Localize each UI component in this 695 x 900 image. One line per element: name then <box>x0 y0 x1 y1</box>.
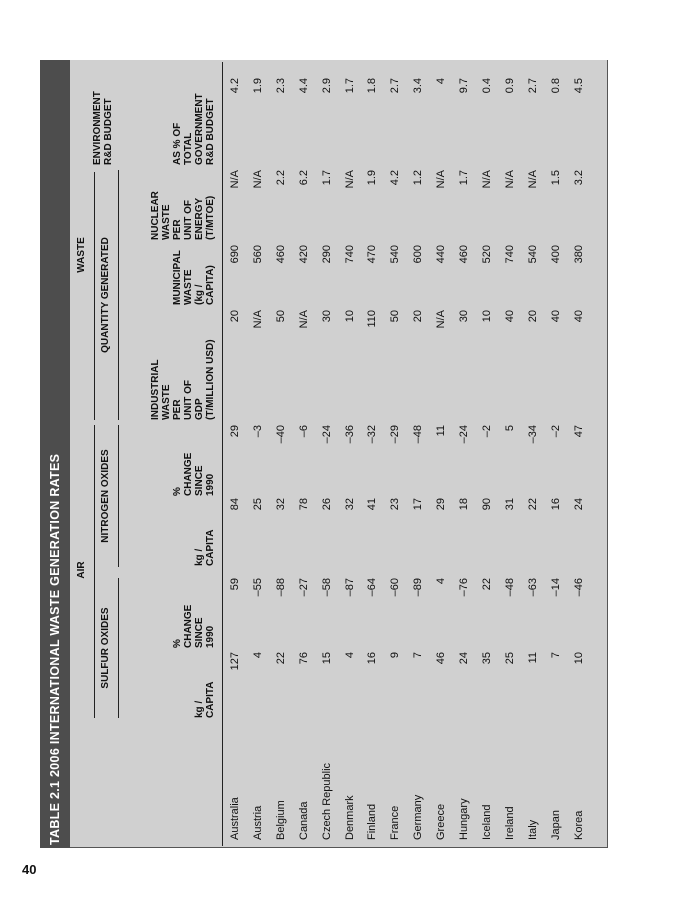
row-value: –24 <box>458 425 470 444</box>
row-country: Czech Republic <box>320 762 333 840</box>
row-value: –34 <box>526 425 539 444</box>
column-header-7: AS % OF TOTAL GOVERNMENT R&D BUDGET <box>172 93 216 165</box>
row-value: 10 <box>480 310 493 323</box>
row-value: N/A <box>251 310 264 329</box>
row-value: N/A <box>251 170 264 189</box>
row-country: Belgium <box>274 800 287 840</box>
row-value: 24 <box>572 498 585 511</box>
row-value: 32 <box>343 498 356 511</box>
row-value: 4 <box>343 652 356 659</box>
row-value: –48 <box>503 578 516 597</box>
row-value: 32 <box>274 498 287 511</box>
row-value: –36 <box>343 425 356 444</box>
row-value: –2 <box>480 425 493 438</box>
row-value: 0.9 <box>503 78 516 94</box>
row-value: 290 <box>320 245 333 264</box>
row-value: –29 <box>389 425 402 444</box>
row-value: 127 <box>229 652 241 671</box>
row-value: 400 <box>549 245 562 264</box>
row-value: 380 <box>572 245 585 264</box>
row-value: 440 <box>435 245 448 264</box>
row-value: 2.3 <box>274 78 287 94</box>
row-value: 740 <box>503 245 516 264</box>
row-value: 90 <box>480 498 493 511</box>
row-value: 25 <box>251 498 264 511</box>
row-value: 1.7 <box>343 78 356 94</box>
row-value: N/A <box>297 310 310 329</box>
row-country: Finland <box>366 803 379 840</box>
row-value: 25 <box>503 652 516 665</box>
row-value: 24 <box>458 652 470 665</box>
row-value: 40 <box>503 310 516 323</box>
row-value: 4 <box>435 578 448 585</box>
row-value: 4.5 <box>572 78 585 94</box>
row-value: 29 <box>435 498 448 511</box>
row-value: 5 <box>503 425 516 432</box>
row-value: 26 <box>320 498 333 511</box>
row-value: 10 <box>343 310 356 323</box>
row-value: 29 <box>229 425 241 438</box>
row-value: 690 <box>229 245 241 264</box>
row-value: –64 <box>366 578 379 597</box>
column-header-5: MUNICIPAL WASTE (kg / CAPITA) <box>172 250 216 305</box>
group-header-nitrogen-oxides: NITROGEN OXIDES <box>100 449 111 543</box>
row-value: 46 <box>435 652 448 665</box>
row-country: Denmark <box>343 795 356 840</box>
row-value: 1.9 <box>366 170 379 186</box>
column-header-6: NUCLEAR WASTE PER UNIT OF ENERGY (T/MTOE) <box>150 191 216 240</box>
row-value: 78 <box>297 498 310 511</box>
row-country: Hungary <box>458 798 470 840</box>
row-value: –60 <box>389 578 402 597</box>
column-header-0: kg / CAPITA <box>194 681 216 718</box>
row-value: 41 <box>366 498 379 511</box>
row-value: –46 <box>572 578 585 597</box>
sulfur-group-rule <box>118 578 119 718</box>
row-value: –2 <box>549 425 562 438</box>
row-value: 7 <box>412 652 425 659</box>
row-value: 4 <box>435 78 448 85</box>
row-value: 560 <box>251 245 264 264</box>
row-value: 2.7 <box>526 78 539 94</box>
row-value: 0.8 <box>549 78 562 94</box>
row-value: 22 <box>526 498 539 511</box>
row-value: 30 <box>320 310 333 323</box>
row-value: –63 <box>526 578 539 597</box>
row-value: –27 <box>297 578 310 597</box>
row-value: –14 <box>549 578 562 597</box>
row-value: –24 <box>320 425 333 444</box>
row-value: 4.2 <box>229 78 241 94</box>
row-value: 20 <box>412 310 425 323</box>
row-value: 18 <box>458 498 470 511</box>
row-value: 110 <box>366 310 379 328</box>
table-title: TABLE 2.1 2006 INTERNATIONAL WASTE GENERATION RATES <box>48 453 62 845</box>
group-header-environment: ENVIRONMENT R&D BUDGET <box>92 91 114 165</box>
row-value: 22 <box>274 652 287 665</box>
row-value: 4.4 <box>297 78 310 94</box>
row-country: Italy <box>526 819 539 840</box>
row-value: 520 <box>480 245 493 264</box>
row-value: –87 <box>343 578 356 597</box>
row-value: –55 <box>251 578 264 597</box>
header-rule <box>222 62 223 846</box>
group-header-sulfur-oxides: SULFUR OXIDES <box>100 607 111 689</box>
row-value: 4 <box>251 652 264 659</box>
row-country: France <box>389 805 402 840</box>
group-header-air: AIR <box>76 561 87 579</box>
row-value: 10 <box>572 652 585 665</box>
waste-group-rule <box>94 172 95 420</box>
row-value: 22 <box>480 578 493 591</box>
nitrogen-group-rule <box>118 425 119 567</box>
row-value: 40 <box>572 310 585 323</box>
row-value: 420 <box>297 245 310 264</box>
row-country: Japan <box>549 810 562 840</box>
group-header-quantity-generated: QUANTITY GENERATED <box>100 237 111 353</box>
row-value: 460 <box>458 245 470 264</box>
row-country: Canada <box>297 801 310 840</box>
row-value: 470 <box>366 245 379 264</box>
row-value: 1.5 <box>549 170 562 186</box>
column-header-3: % CHANGE SINCE 1990 <box>172 452 216 496</box>
row-value: 59 <box>229 578 241 591</box>
column-header-4: INDUSTRIAL WASTE PER UNIT OF GDP (T/MILLION USD) <box>150 339 216 420</box>
row-value: –6 <box>297 425 310 438</box>
row-value: 6.2 <box>297 170 310 186</box>
column-header-2: kg / CAPITA <box>194 529 216 566</box>
air-group-rule <box>94 425 95 718</box>
row-value: 3.4 <box>412 78 425 94</box>
row-value: 4.2 <box>389 170 402 186</box>
row-value: 540 <box>526 245 539 264</box>
row-value: 540 <box>389 245 402 264</box>
row-value: 15 <box>320 652 333 665</box>
row-value: N/A <box>503 170 516 189</box>
row-value: 1.8 <box>366 78 379 94</box>
row-value: 16 <box>549 498 562 511</box>
row-country: Ireland <box>503 806 516 840</box>
row-value: 7 <box>549 652 562 659</box>
row-value: 460 <box>274 245 287 264</box>
row-value: 1.2 <box>412 170 425 186</box>
column-header-1: % CHANGE SINCE 1990 <box>172 604 216 648</box>
row-value: 740 <box>343 245 356 264</box>
row-value: 23 <box>389 498 402 511</box>
row-value: –58 <box>320 578 333 597</box>
row-country: Korea <box>572 810 585 840</box>
row-country: Australia <box>229 797 241 840</box>
row-value: 20 <box>229 310 241 323</box>
row-value: 0.4 <box>480 78 493 94</box>
row-value: 30 <box>458 310 470 323</box>
row-value: –48 <box>412 425 425 444</box>
row-value: 600 <box>412 245 425 264</box>
row-value: N/A <box>229 170 241 189</box>
row-value: 11 <box>435 425 448 437</box>
row-value: N/A <box>526 170 539 189</box>
row-value: –32 <box>366 425 379 444</box>
row-value: 1.7 <box>320 170 333 186</box>
row-value: N/A <box>343 170 356 189</box>
row-value: –3 <box>251 425 264 438</box>
row-value: 2.7 <box>389 78 402 94</box>
row-country: Austria <box>251 805 264 840</box>
row-value: 40 <box>549 310 562 323</box>
row-value: 2.2 <box>274 170 287 186</box>
row-value: N/A <box>435 170 448 189</box>
row-value: 2.9 <box>320 78 333 94</box>
row-country: Iceland <box>480 804 493 840</box>
row-value: 3.2 <box>572 170 585 186</box>
row-value: N/A <box>480 170 493 189</box>
row-country: Greece <box>435 803 448 840</box>
row-value: 9.7 <box>458 78 470 94</box>
row-value: –89 <box>412 578 425 597</box>
row-country: Germany <box>412 794 425 840</box>
page-number: 40 <box>22 862 37 877</box>
row-value: 50 <box>389 310 402 323</box>
row-value: 9 <box>389 652 402 659</box>
row-value: 47 <box>572 425 585 438</box>
row-value: –40 <box>274 425 287 444</box>
group-header-waste: WASTE <box>76 237 87 273</box>
row-value: 1.7 <box>458 170 470 186</box>
row-value: 50 <box>274 310 287 323</box>
row-value: 20 <box>526 310 539 323</box>
row-value: 84 <box>229 498 241 511</box>
row-value: 17 <box>412 498 425 511</box>
row-value: –76 <box>458 578 470 597</box>
row-value: –88 <box>274 578 287 597</box>
row-value: 76 <box>297 652 310 665</box>
row-value: 1.9 <box>251 78 264 94</box>
row-value: 16 <box>366 652 379 665</box>
row-value: N/A <box>435 310 448 329</box>
row-value: 31 <box>503 498 516 511</box>
quantity-group-rule <box>118 170 119 420</box>
row-value: 35 <box>480 652 493 665</box>
row-value: 11 <box>526 652 539 664</box>
